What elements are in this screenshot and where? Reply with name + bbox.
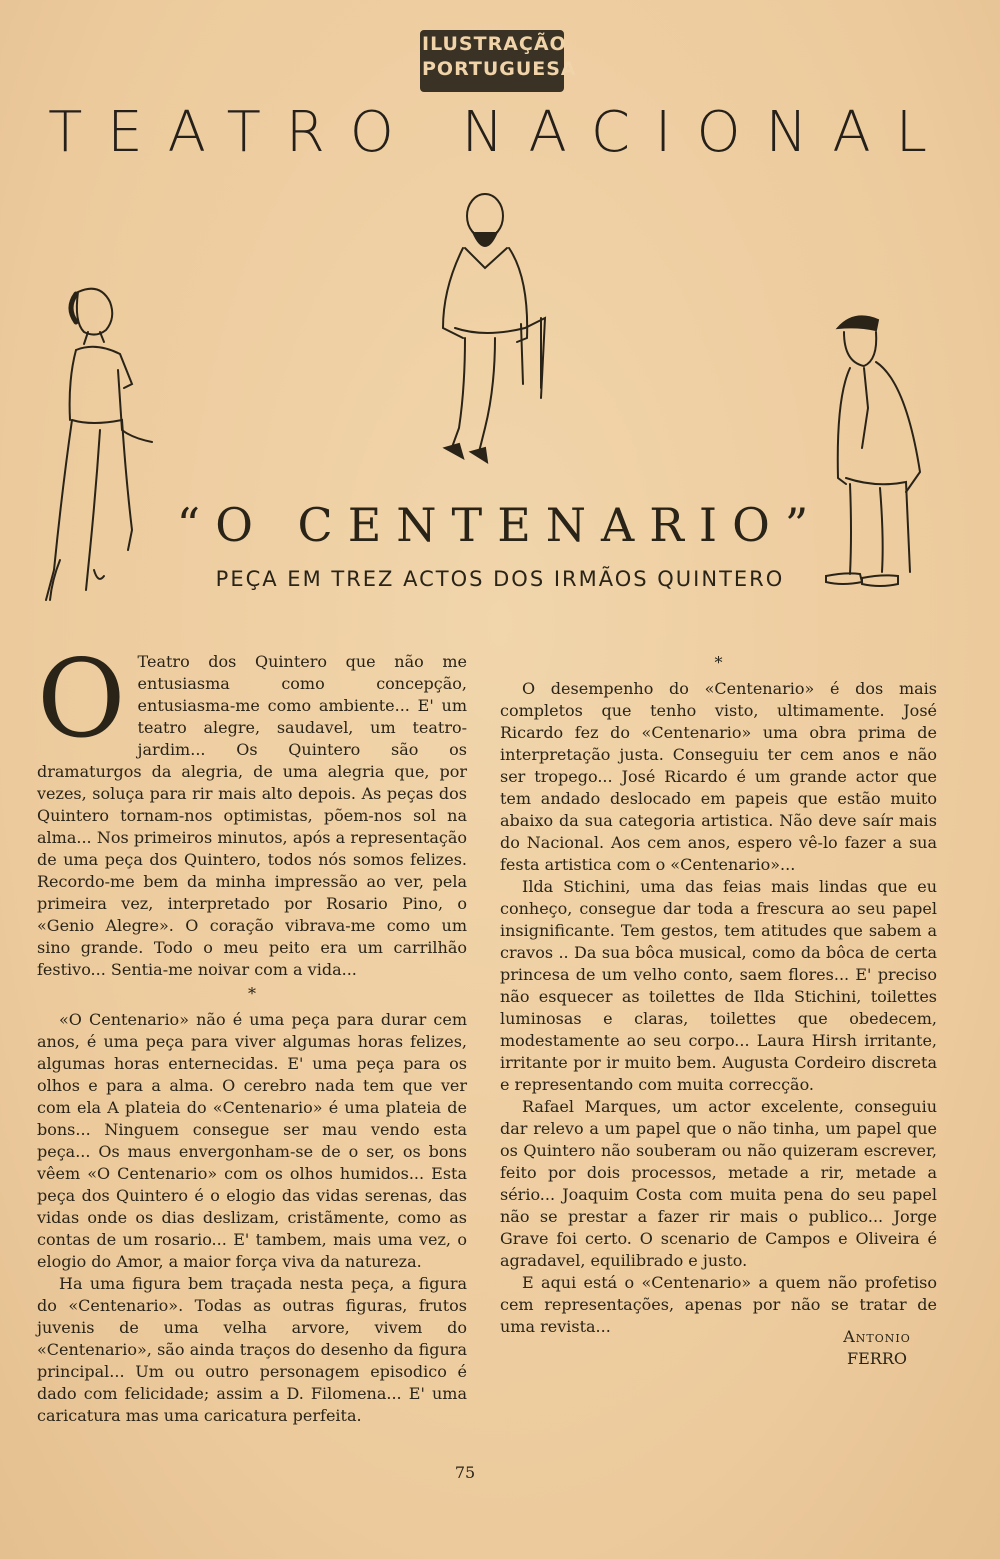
page-number: 75 (454, 1463, 476, 1482)
section-divider: * (248, 984, 256, 1003)
paragraph: E aqui está o «Centenario» a quem não profetiso cem representações, apenas por não se tratar de uma revista... (500, 1273, 937, 1336)
paragraph: «O Centenario» não é uma peça para durar cem anos, é uma peça para viver algumas horas felizes, algumas horas enternecidas. E' uma peça para os olhos e para a alma. O cerebro nada tem que ver com ela A plateia do «Centenario» é uma plateia de bons... Ninguem consegue ser mau vendo esta peça... Os maus envergonham-se de o ser, os bons vêem «O Centenario» com os olhos humidos... Esta peça dos Quintero é o elogio das vidas serenas, das vidas onde os dias deslizam, cristãmente, como as contas de um rosario... E' tambem, mais uma vez, o elogio do Amor, a maior força viva da natureza. (37, 1010, 467, 1271)
author-first-name: Antonio (843, 1327, 911, 1346)
paragraph: Teatro dos Quintero que não me entusiasma como concepção, entusiasma-me como ambiente... E' um teatro alegre, saudavel, um teatro-jardim... Os Quintero são os dramaturgos da alegria, de uma alegria que, por vezes, soluça para rir mais alto depois. As peças dos Quintero tornam-nos optimistas, põem-nos sol na alma... Nos primeiros minutos, após a representação de uma peça dos Quintero, todos nós somos felizes. Recordo-me bem da minha impressão ao ver, pela primeira vez, interpretado por Rosario Pino, o «Genio Alegre». O coração vibrava-me como um sino grande. Todo o meu peito era um carrilhão festivo... Sentia-me noivar com a vida... (37, 652, 467, 979)
article-column-right (500, 650, 937, 1338)
author-last-name: FERRO (847, 1349, 907, 1368)
article-column-left (37, 637, 467, 1427)
section-divider: * (714, 653, 723, 672)
play-subtitle: PEÇA EM TREZ ACTOS DOS IRMÃOS QUINTERO (215, 567, 785, 591)
play-title: “O CENTENARIO” (176, 498, 824, 552)
logo-line-2: PORTUGUESA (422, 58, 577, 80)
page-title: TEATRO NACIONAL (48, 100, 952, 165)
seated-man-illustration (425, 188, 555, 473)
paragraph: Rafael Marques, um actor excelente, conseguiu dar relevo a um papel que o não tinha, um papel que os Quintero não souberam ou não quizeram escrever, feito por dois processos, metade a rir, metade a sério... Joaquim Costa com muita pena do seu papel não se prestar a fazer rir mais o publico... Jorge Grave foi certo. O scenario de Campos e Oliveira é agradavel, equilibrado e justo. (500, 1097, 937, 1270)
drop-cap: O (37, 637, 126, 762)
logo-line-1: ILUSTRAÇÃO (422, 33, 567, 55)
paragraph: Ha uma figura bem traçada nesta peça, a figura do «Centenario». Todas as outras figuras, frutos juvenis de uma velha arvore, vivem do «Centenario», são ainda traços do desenho da figura principal... Um ou outro personagem episodico é dado com felicidade; assim a D. Filomena... E' uma caricatura mas uma caricatura perfeita. (37, 1274, 467, 1425)
magazine-logo (420, 30, 577, 92)
author-signature (812, 1326, 942, 1370)
woman-figure-illustration (40, 280, 170, 610)
standing-man-illustration (820, 298, 935, 608)
paragraph: Ilda Stichini, uma das feias mais lindas que eu conheço, consegue dar toda a frescura ao seu papel insignificante. Tem gestos, tem atitudes que sabem a cravos .. Da sua bôca musical, como da bôca de certa princesa de um velho conto, saem flores... E' preciso não esquecer as toilettes de Ilda Stichini, toilettes luminosas e claras, toilettes que obedecem, modestamente ao seu corpo... Laura Hirsh irritante, irritante por ir muito bem. Augusta Cordeiro discreta e representando com muita correcção. (500, 877, 937, 1094)
paragraph: O desempenho do «Centenario» é dos mais completos que tenho visto, ultimamente. José Ricardo fez do «Centenario» uma obra prima de interpretação justa. Conseguiu ter cem anos e não ser tropego... José Ricardo é um grande actor que tem andado deslocado em papeis que estão muito abaixo da sua categoria artistica. Não deve saír mais do Nacional. Aos cem anos, espero vê-lo fazer a sua festa artistica com o «Centenario»... (500, 679, 937, 874)
